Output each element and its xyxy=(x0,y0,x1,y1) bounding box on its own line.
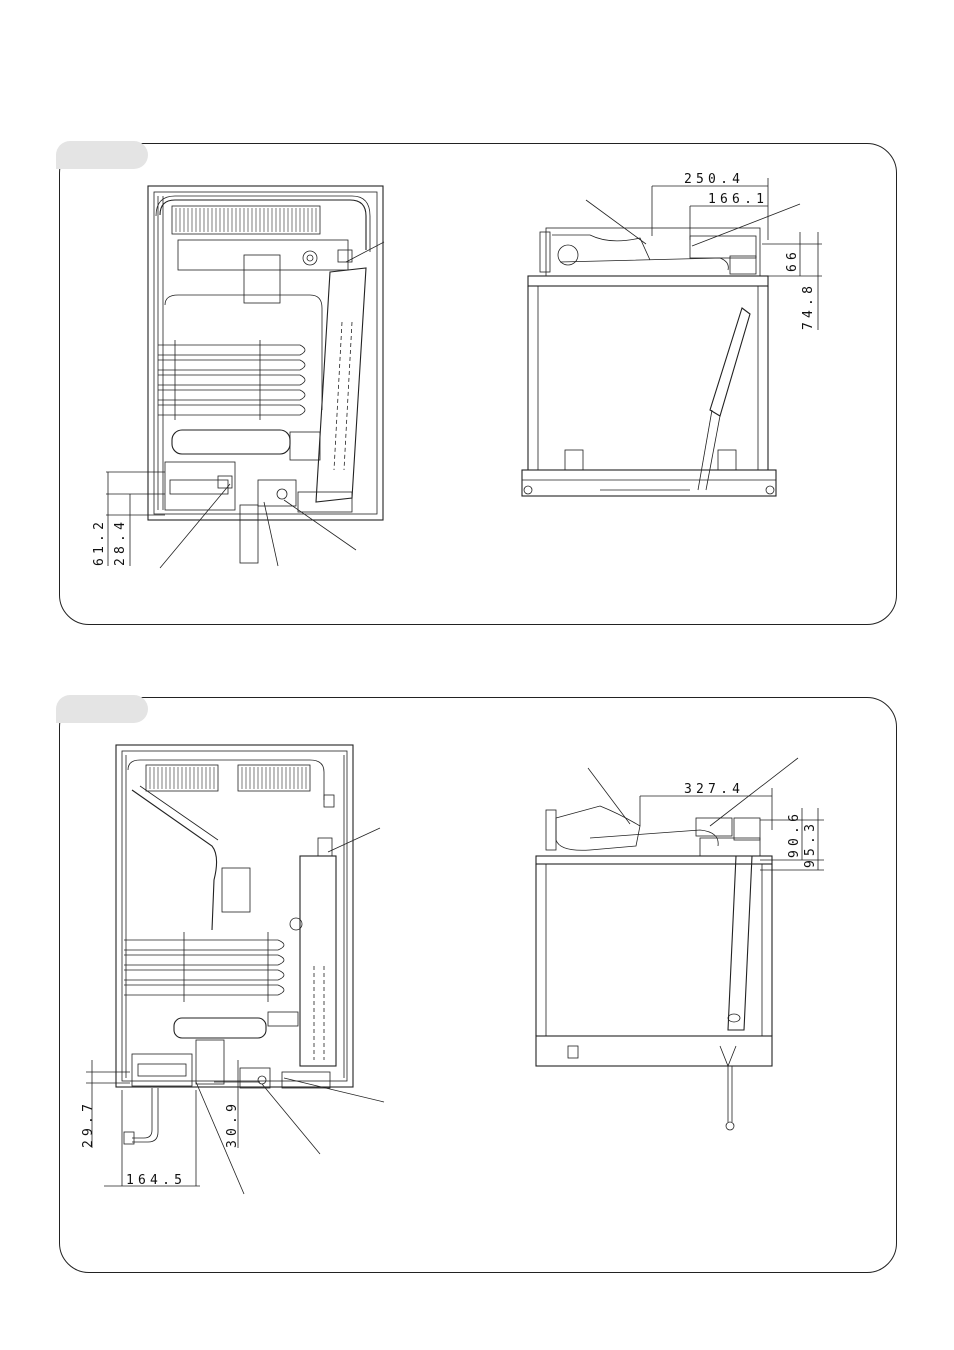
dim-28-4: 28.4 xyxy=(113,517,128,566)
bottom-side-view xyxy=(536,758,824,1130)
dim-66: 66 xyxy=(785,247,800,272)
dim-250-4: 250.4 xyxy=(684,172,745,187)
top-side-view xyxy=(522,178,822,496)
dim-164-5: 164.5 xyxy=(126,1173,187,1188)
dim-74-8: 74.8 xyxy=(801,281,816,330)
top-rear-view xyxy=(106,186,384,568)
dim-166-1: 166.1 xyxy=(708,192,769,207)
dim-90-6: 90.6 xyxy=(787,809,802,858)
dim-61-2: 61.2 xyxy=(92,517,107,566)
dim-29-7: 29.7 xyxy=(81,1099,96,1148)
dim-327-4: 327.4 xyxy=(684,782,745,797)
dim-95-3: 95.3 xyxy=(803,819,818,868)
dim-30-9: 30.9 xyxy=(225,1099,240,1148)
